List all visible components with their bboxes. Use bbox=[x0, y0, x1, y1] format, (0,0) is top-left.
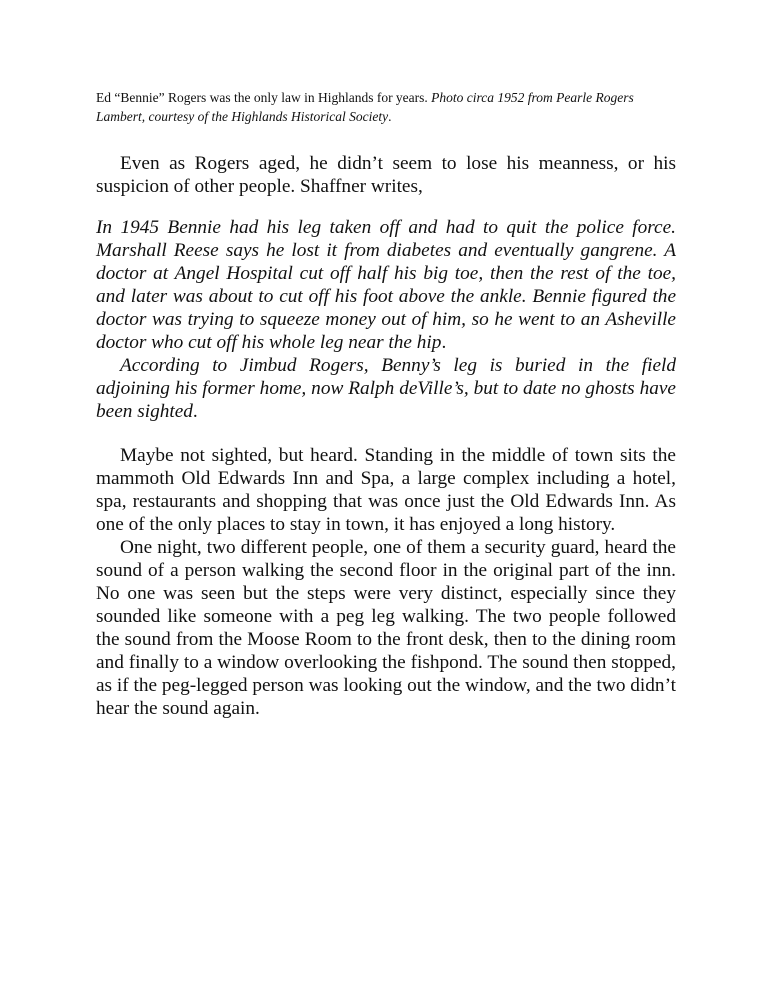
caption-end: . bbox=[388, 109, 392, 124]
document-page bbox=[96, 88, 676, 720]
inn-paragraph: Maybe not sighted, but heard. Standing in the middle of town sits the mammoth Old Edwards Inn and Spa, a large complex including a hotel, spa, restaurants and shopping that was once just the Old Edwards Inn. As one of the only places to stay in town, it has enjoyed a long history. bbox=[96, 445, 676, 535]
block-quote bbox=[96, 216, 676, 423]
caption-text: Ed “Bennie” Rogers was the only law in Highlands for years. bbox=[96, 90, 432, 105]
quote-paragraph-1-end: . bbox=[441, 332, 447, 353]
quote-paragraph-2 bbox=[96, 354, 676, 423]
intro-paragraph: Even as Rogers aged, he didn’t seem to lose his meanness, or his suspicion of other people. Shaffner writes, bbox=[96, 153, 676, 197]
night-paragraph: One night, two different people, one of them a security guard, heard the sound of a person walking the second floor in the original part of the inn. No one was seen but the steps were very distinct, especially since they sounded like someone with a peg leg walking. The two people followed the sound from the Moose Room to the front desk, then to the dining room and finally to a window overlooking the fishpond. The sound then stopped, as if the peg-legged person was looking out the window, and the two didn’t hear the sound again. bbox=[96, 537, 676, 719]
quote-paragraph-2-end: . bbox=[192, 401, 198, 422]
quote-paragraph-1-text: In 1945 Bennie had his leg taken off and had to quit the police force. Marshall Reese says he lost it from diabetes and eventually gangrene. A doctor at Angel Hospital cut off half his big toe, then the rest of the toe, and later was about to cut off his foot above the ankle. Bennie figured the doctor was trying to squeeze money out of him, so he went to an Asheville doctor who cut off his whole leg near the hip bbox=[96, 217, 676, 353]
caption-credit: Photo circa 1952 from Pearle Rogers Lambert, courtesy of the Highlands Historical Society bbox=[96, 90, 634, 124]
quote-paragraph-2-text: According to Jimbud Rogers, Benny’s leg is buried in the field adjoining his former home, now Ralph deVille’s, but to date no ghosts have been sighted bbox=[96, 355, 676, 422]
quote-paragraph-1 bbox=[96, 216, 676, 354]
photo-caption bbox=[96, 88, 676, 126]
